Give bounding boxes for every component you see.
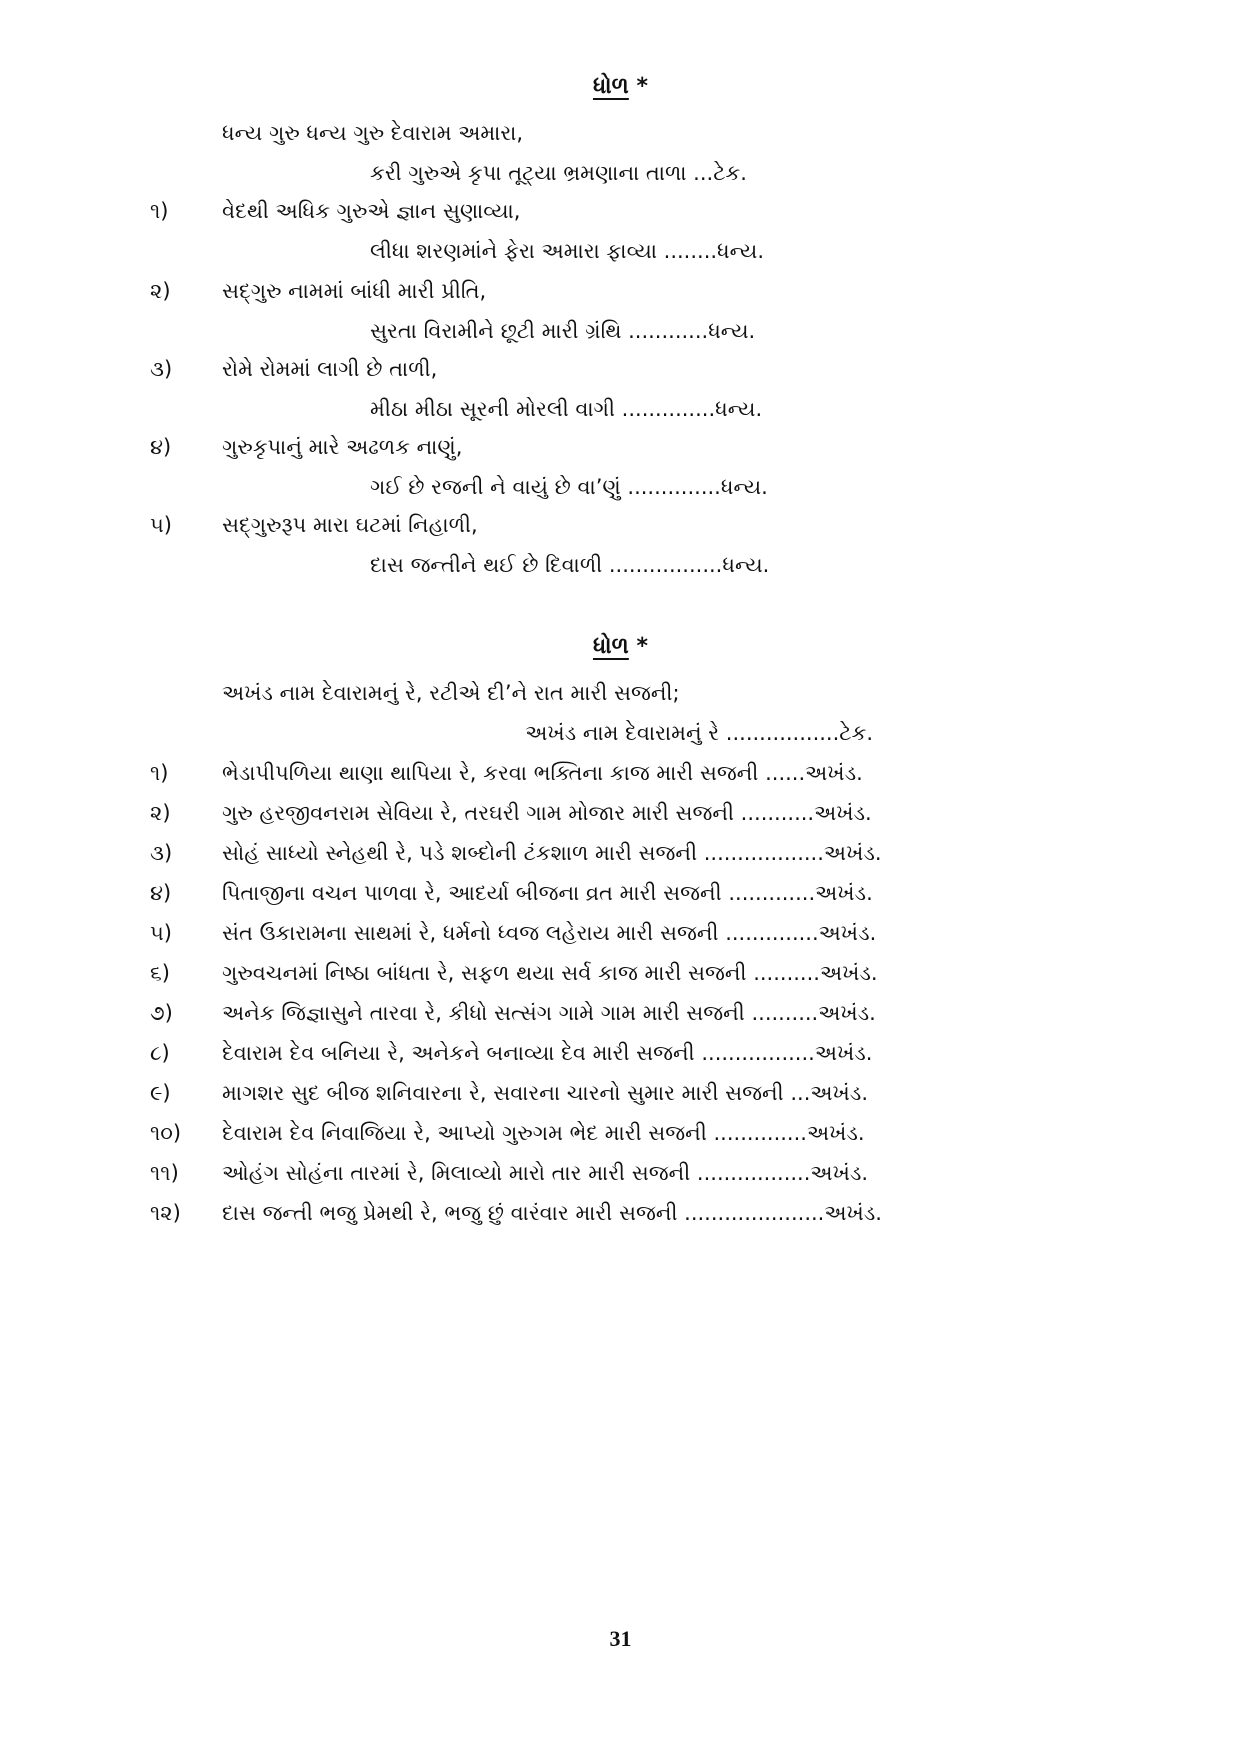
section-2-verse-2-number: ૨)	[150, 801, 171, 825]
section-1-verse-5-number: ૫)	[150, 513, 172, 537]
section-2-intro-line-2: અખંડ નામ દેવારામનું રે .................ટેક.	[525, 721, 873, 745]
section-1-verse-1-line-2: લીધા શરણમાંને ફેરા અમારા ફાવ્યા ........ધન્ય.	[370, 239, 765, 263]
section-2-verse-4-number: ૪)	[150, 881, 172, 905]
section-2-verse-12-number: ૧૨)	[150, 1201, 181, 1225]
section-2-verse-1-number: ૧)	[150, 761, 169, 785]
section-2-verse-3-text: સોહં સાધ્યો સ્નેહથી રે, પડે શબ્દોની ટંકશાળ મારી સજની ..................અખંડ.	[222, 841, 882, 865]
section-2-verse-1-text: ભેડાપીપળિયા થાણા થાપિયા રે, કરવા ભક્તિના કાજ મારી સજની ......અખંડ.	[222, 761, 863, 785]
section-2-verse-7-text: અનેક જિજ્ઞાસુને તારવા રે, કીધો સત્સંગ ગામે ગામ મારી સજની ..........અખંડ.	[222, 1001, 876, 1025]
section-1-verse-1-number: ૧)	[150, 199, 169, 223]
section-1-verse-5-line-2: દાસ જન્તીને થઈ છે દિવાળી .................ધન્ય.	[370, 553, 770, 577]
section-1-verse-2-line-1: સદ્‌ગુરુ નામમાં બાંધી મારી પ્રીતિ,	[222, 279, 487, 303]
section-1-verse-3-line-2: મીઠા મીઠા સૂરની મોરલી વાગી ..............ધન્ય.	[370, 397, 763, 421]
section-1-intro-line-2: કરી ગુરુએ કૃપા તૂટ્યા ભ્રમણાના તાળા ...ટેક.	[370, 161, 747, 185]
section-2-verse-5-text: સંત ઉકારામના સાથમાં રે, ધર્મનો ધ્વજ લહેરાય મારી સજની ..............અખંડ.	[222, 921, 877, 945]
section-1-verse-3-line-1: રોમે રોમમાં લાગી છે તાળી,	[222, 357, 438, 381]
section-2-intro-line-1: અખંડ નામ દેવારામનું રે, રટીએ દી’ને રાત મારી સજની;	[222, 681, 680, 705]
section-2-verse-6-number: ૬)	[150, 961, 170, 985]
section-2-title-mark: *	[636, 634, 649, 659]
section-2-verse-9-number: ૯)	[150, 1081, 171, 1105]
section-2-verse-3-number: ૩)	[150, 841, 173, 865]
section-2-verse-10-number: ૧૦)	[150, 1121, 182, 1145]
section-2-verse-8-number: ૮)	[150, 1041, 170, 1065]
section-2-verse-12-text: દાસ જન્તી ભજુ પ્રેમથી રે, ભજુ છું વારંવાર મારી સજની .....................અખંડ.	[222, 1201, 882, 1225]
section-1-verse-2-number: ૨)	[150, 279, 171, 303]
section-2-verse-6-text: ગુરુવચનમાં નિષ્ઠા બાંધતા રે, સફળ થયા સર્વ કાજ મારી સજની ..........અખંડ.	[222, 961, 878, 985]
section-1-verse-4-line-2: ગઈ છે રજની ને વાયું છે વા’ણું ..............ધન્ય.	[370, 475, 768, 499]
section-2-verse-11-text: ઓહંગ સોહંના તારમાં રે, મિલાવ્યો મારો તાર મારી સજની .................અખંડ.	[222, 1161, 869, 1185]
section-2-title	[0, 632, 1241, 662]
section-2-verse-10-text: દેવારામ દેવ નિવાજિયા રે, આપ્યો ગુરુગમ ભેદ મારી સજની ..............અખંડ.	[222, 1121, 865, 1145]
section-1-title-text: ધોળ	[592, 74, 629, 99]
section-2-verse-8-text: દેવારામ દેવ બનિયા રે, અનેકને બનાવ્યા દેવ મારી સજની .................અખંડ.	[222, 1041, 873, 1065]
section-2-verse-5-number: ૫)	[150, 921, 172, 945]
section-1-verse-2-line-2: સુરતા વિરામીને છૂટી મારી ગ્રંથિ ............ધન્ય.	[370, 319, 756, 343]
section-1-verse-5-line-1: સદ્‌ગુરુરૂપ મારા ઘટમાં નિહાળી,	[222, 513, 478, 537]
section-2-verse-9-text: માગશર સુદ બીજ શનિવારના રે, સવારના ચારનો સુમાર મારી સજની ...અખંડ.	[222, 1081, 869, 1105]
section-2-verse-7-number: ૭)	[150, 1001, 173, 1025]
section-1-title	[0, 72, 1241, 102]
section-1-intro-line-1: ધન્ય ગુરુ ધન્ય ગુરુ દેવારામ અમારા,	[222, 121, 524, 145]
section-1-verse-4-number: ૪)	[150, 435, 172, 459]
section-2-verse-4-text: પિતાજીના વચન પાળવા રે, આદર્યા બીજના વ્રત મારી સજની .............અખંડ.	[222, 881, 873, 905]
section-2-title-text: ધોળ	[592, 634, 629, 659]
page-number: 31	[609, 1626, 632, 1651]
section-1-verse-1-line-1: વેદથી અધિક ગુરુએ જ્ઞાન સુણાવ્યા,	[222, 199, 521, 223]
section-1-verse-3-number: ૩)	[150, 357, 173, 381]
section-2-verse-2-text: ગુરુ હરજીવનરામ સેવિયા રે, તરઘરી ગામ મોજાર મારી સજની ...........અખંડ.	[222, 801, 872, 825]
section-2-verse-11-number: ૧૧)	[150, 1161, 179, 1185]
section-1-title-mark: *	[636, 74, 649, 99]
section-1-verse-4-line-1: ગુરુકૃપાનું મારે અઢળક નાણું,	[222, 435, 463, 459]
